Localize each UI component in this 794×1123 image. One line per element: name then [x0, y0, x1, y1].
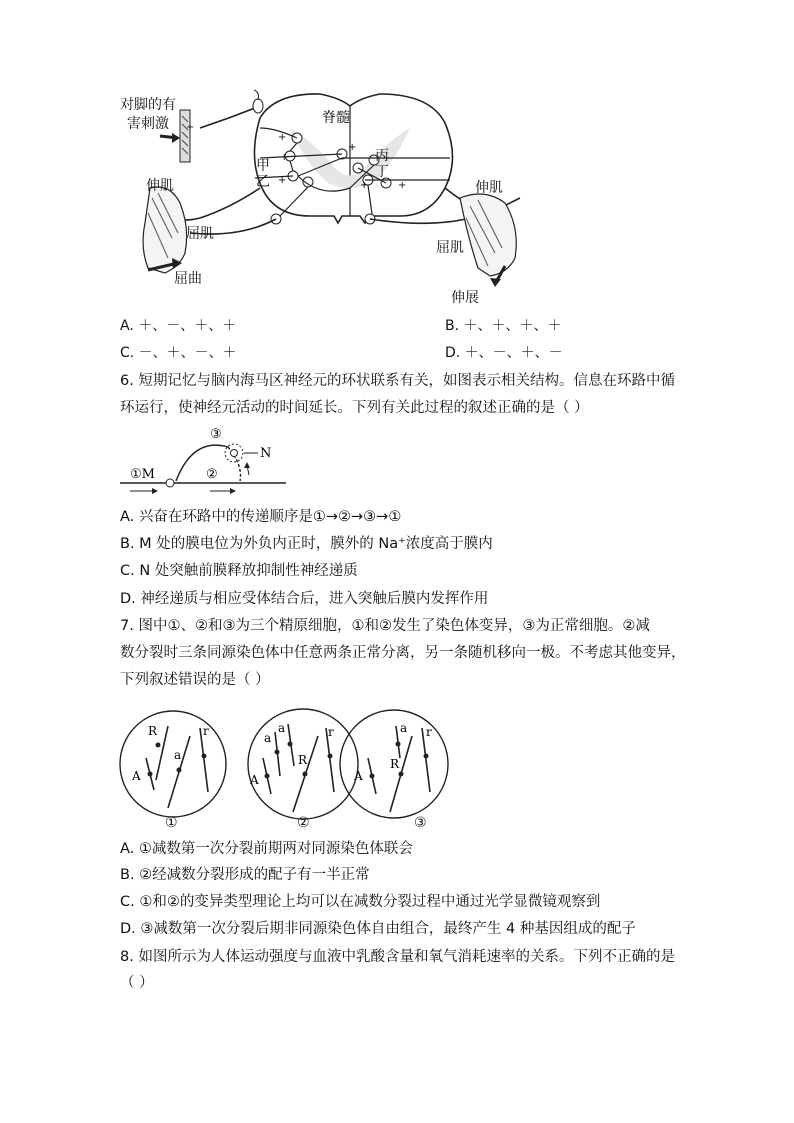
cell-label-3: ③ [414, 815, 427, 831]
cell2-gene-A: A [250, 773, 259, 787]
q6-option-b: B. M 处的膜电位为外负内正时，膜外的 Na⁺浓度高于膜内 [120, 536, 493, 552]
q6-stem-line-1: 6. 短期记忆与脑内海马区神经元的环状联系有关，如图表示相关结构。信息在环路中循 [120, 373, 675, 389]
q5-option-a: A. ＋、－、＋、＋ [120, 318, 237, 334]
cell1-gene-R: R [148, 724, 158, 738]
sign-6: + [186, 122, 195, 133]
q7-option-b: B. ②经减数分裂形成的配子有一半正常 [120, 867, 370, 883]
q5-option-d: D. ＋、－、＋、－ [445, 345, 563, 361]
label-bing: 丙 [375, 148, 389, 164]
cell-label-2: ② [297, 815, 310, 831]
q5-option-b: B. ＋、＋、＋、＋ [445, 318, 562, 334]
q6-stem-line-2: 环运行，使神经元活动的时间延长。下列有关此过程的叙述正确的是（ ） [120, 400, 589, 416]
cell3-gene-R: R [390, 757, 400, 771]
left-leg [143, 187, 187, 273]
label-spinal-cord: 脊髓 [322, 110, 350, 126]
label-extend: 伸展 [451, 290, 479, 306]
q6-option-c: C. N 处突触前膜释放抑制性神经递质 [120, 563, 358, 579]
q8-stem-line-2: （ ） [120, 975, 154, 991]
label-stimulus-1: 对脚的有 [120, 97, 176, 113]
skin-block [180, 110, 190, 162]
label-ding: 丁 [375, 164, 389, 180]
neuron-m [166, 479, 174, 487]
sign-2: + [280, 152, 289, 163]
cell-1 [120, 711, 226, 817]
cell2-gene-a1: a [264, 731, 272, 745]
loop-arc [176, 445, 228, 481]
q5-option-row-2 [120, 345, 563, 361]
q8-stem-line-1: 8. 如图所示为人体运动强度与血液中乳酸含量和氧气消耗速率的关系。下列不正确的是 [120, 949, 675, 965]
q5-option-c: C. －、＋、－、＋ [120, 345, 237, 361]
cell1-gene-A: A [132, 769, 141, 783]
q7-option-a: A. ①减数第一次分裂前期两对同源染色体联会 [120, 841, 413, 857]
cell1-gene-r: r [203, 724, 209, 738]
label-3: ③ [210, 427, 222, 442]
cell3-gene-A: A [354, 769, 363, 783]
label-extensor-left: 伸肌 [146, 178, 174, 194]
label-n: N [260, 446, 272, 461]
neuron-3 [231, 450, 238, 457]
cell-label-1: ① [165, 815, 178, 831]
cell2-gene-r: r [328, 725, 334, 739]
q7-stem-line-1: 7. 图中①、②和③为三个精原细胞，①和②发生了染色体变异，③为正常细胞。②减 [120, 618, 650, 634]
cell2-gene-a2: a [278, 721, 286, 735]
label-yi: 乙 [256, 174, 270, 190]
label-flexor-left: 屈肌 [186, 226, 214, 242]
label-m: ①M [130, 467, 155, 482]
right-leg [460, 194, 516, 276]
q7-option-d: D. ③减数第一次分裂后期非同源染色体自由组合，最终产生 4 种基因组成的配子 [120, 921, 636, 937]
q7-option-c: C. ①和②的变异类型理论上均可以在减数分裂过程中通过光学显微镜观察到 [120, 894, 601, 910]
label-jia: 甲 [256, 158, 270, 174]
neural-loop-diagram [118, 425, 288, 497]
sensory-nerve [200, 106, 260, 128]
q5-option-row-1 [120, 318, 562, 334]
cell3-gene-a: a [400, 721, 408, 735]
cell2-gene-R: R [298, 753, 308, 767]
dorsal-root-ganglion [253, 99, 263, 113]
cell1-gene-a: a [174, 748, 182, 762]
cell-3-diagram [338, 708, 450, 820]
q7-stem-line-3: 下列叙述错误的是（ ） [120, 672, 270, 688]
sign-7: + [278, 175, 287, 186]
label-extensor-right: 伸肌 [475, 180, 503, 196]
cell3-gene-r: r [426, 725, 432, 739]
label-2: ② [206, 467, 218, 482]
q6-option-a: A. 兴奋在环路中的传递顺序是①→②→③→① [120, 509, 402, 525]
q6-option-d: D. 神经递质与相应受体结合后，进入突触后膜内发挥作用 [120, 591, 489, 607]
label-flex: 屈曲 [174, 271, 202, 287]
sign-4: + [360, 180, 369, 191]
label-flexor-right: 屈肌 [436, 240, 464, 256]
q7-stem-line-2: 数分裂时三条同源染色体中任意两条正常分离，另一条随机移向一极。不考虑其他变异， [120, 645, 686, 661]
sign-1: + [278, 132, 287, 143]
sign-5: + [398, 180, 407, 191]
label-stimulus-2: 害刺激 [127, 116, 169, 132]
sign-3: + [348, 142, 357, 153]
